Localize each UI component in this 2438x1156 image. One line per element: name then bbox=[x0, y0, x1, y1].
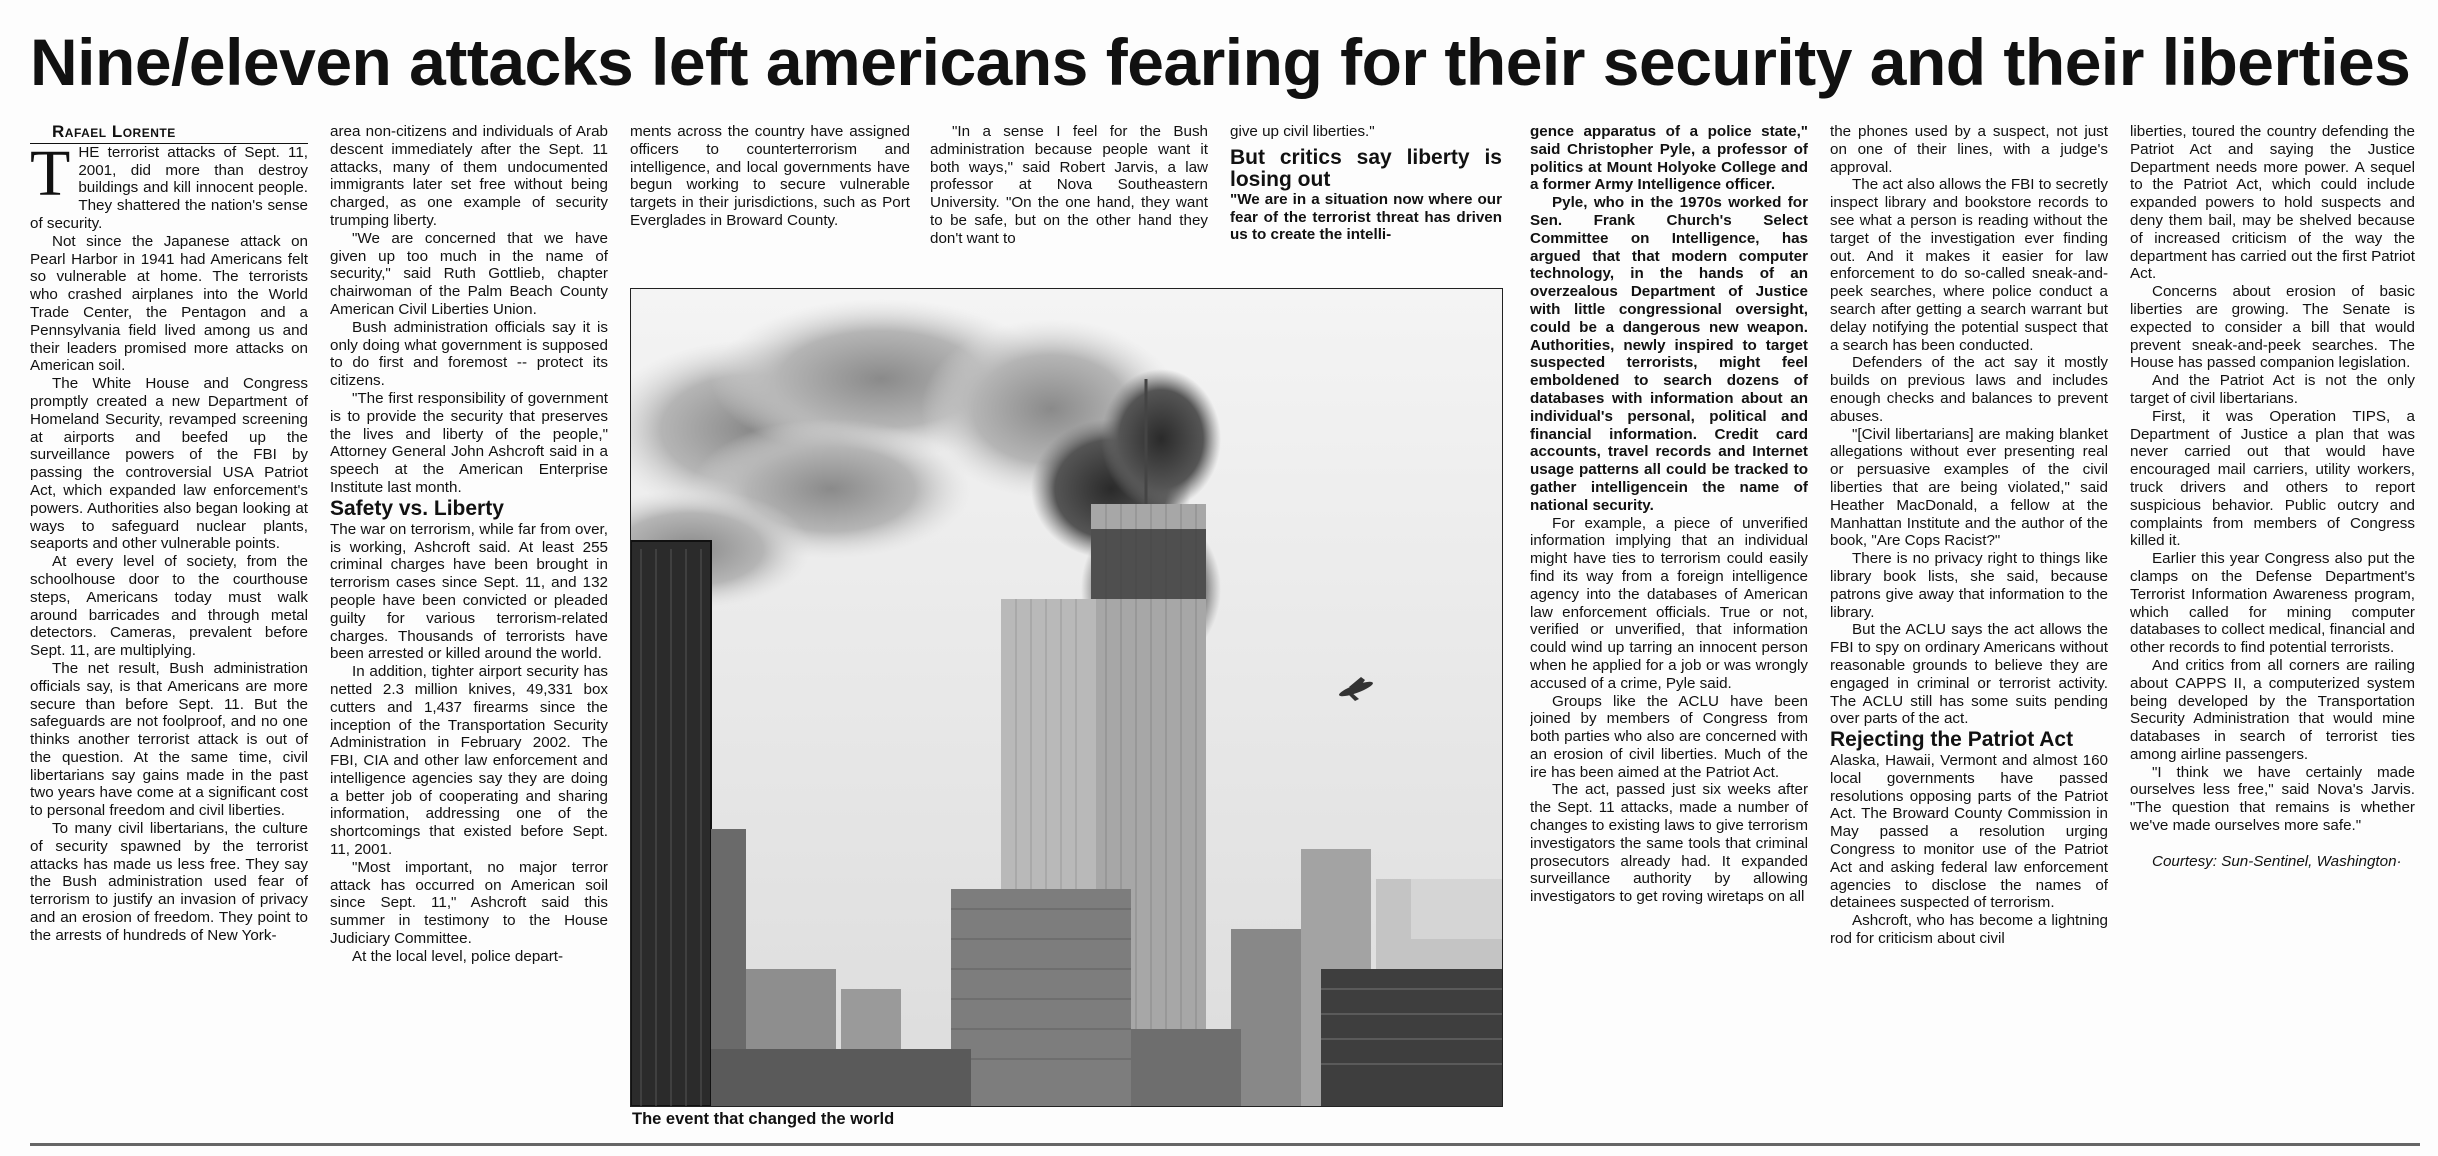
paragraph: At every level of society, from the schoolhouse door to the courthouse steps, Americans today must walk around barricades and through metal detectors. Cameras, prevalent before Sept. 11, are multiplying. bbox=[30, 553, 308, 660]
paragraph: Ashcroft, who has become a lightning rod for criticism about civil bbox=[1830, 912, 2108, 948]
paragraph: Bush administration officials say it is only doing what government is supposed to do first and foremost -- protect its citizens. bbox=[330, 318, 608, 390]
paragraph: Alaska, Hawaii, Vermont and almost 160 local governments have passed resolutions opposing parts of the Patriot Act. The Broward County Commission in May passed a resolution urging Congress to monitor use of the Patriot Act and asking federal law enforcement agencies to disclose the names of detainees suspected of terrorism. bbox=[1830, 752, 2108, 912]
paragraph: gence apparatus of a police state," said Christopher Pyle, a professor of politics at Mount Holyoke College and a former Army Intelligence officer. bbox=[1530, 123, 1808, 194]
paragraph: The White House and Congress promptly created a new Department of Homeland Security, revamped screening at airports and beefed up the surveillance powers of the FBI by passing the controversial USA Patriot Act, which expanded law enforcement's powers. Authorities also began looking at ways to safeguard nuclear plants, seaports and other vulnerable points. bbox=[30, 375, 308, 553]
paragraph: In addition, tighter airport security has netted 2.3 million knives, 49,331 box cutters and 1,437 firearms since the inception of the Transportation Security Administration in February 2002. The FBI, CIA and other law enforcement and intelligence agencies say they are doing a better job of cooperating and sharing information, addressing one of the shortcomings that existed before Sept. 11, 2001. bbox=[330, 663, 608, 859]
article-column-1 bbox=[30, 123, 308, 1143]
subhead-safety-vs-liberty: Safety vs. Liberty bbox=[330, 496, 504, 520]
article-column-5 bbox=[1230, 123, 1502, 283]
byline: Rafael Lorente bbox=[30, 123, 308, 144]
deck: "We are in a situation now where our fear of the terrorist threat has driven us to create the intelli- bbox=[1230, 190, 1502, 244]
paragraph: And the Patriot Act is not the only target of civil libertarians. bbox=[2130, 372, 2415, 407]
photo-caption: The event that changed the world bbox=[632, 1110, 895, 1128]
lead-paragraph: THE terrorist attacks of Sept. 11, 2001, did more than destroy buildings and kill innocent people. They shattered the nation's sense of security. bbox=[30, 136, 308, 232]
paragraph: "In a sense I feel for the Bush administration because people want it both ways," said Robert Jarvis, a law professor at Nova Southeastern University. "On the one hand, they want to be safe, but on the other hand they don't want to bbox=[930, 123, 1208, 247]
paragraph: And critics from all corners are railing about CAPPS II, a computerized system being developed by the Transportation Security Administration that would mine databases in search of terrorist ties among airline passengers. bbox=[2130, 656, 2415, 763]
paragraph: ments across the country have assigned officers to counterterrorism and intelligence, and local governments have begun working to secure vulnerable targets in their jurisdictions, such as Port Everglades in Broward County. bbox=[630, 123, 910, 229]
paragraph: The war on terrorism, while far from over, is working, Ashcroft said. At least 255 criminal charges have been brought in terrorism cases since Sept. 11, and 132 people have been convicted or pleaded guilty for various terrorism-related charges. Thousands of terrorists have been arrested or killed around the world. bbox=[330, 520, 608, 663]
dropcap: T bbox=[30, 136, 71, 210]
paragraph: The act, passed just six weeks after the Sept. 11 attacks, made a number of changes to existing laws to give terrorism investigators the same tools that criminal prosecutors already had. It expanded surveillance authority by allowing investigators to get roving wiretaps on all bbox=[1530, 781, 1808, 906]
paragraph: To many civil libertarians, the culture of security spawned by the terrorist attacks has made us less free. They say the Bush administration used fear of terrorism to justify an invasion of privacy and an erosion of freedom. They point to the arrests of hundreds of New York- bbox=[30, 820, 308, 944]
subhead-critics: But critics say liberty is losing out bbox=[1230, 145, 1502, 191]
article-column-7 bbox=[1830, 123, 2108, 1143]
courtesy-credit: Courtesy: Sun-Sentinel, Washington· bbox=[2152, 852, 2402, 870]
paragraph: The act also allows the FBI to secretly inspect library and bookstore records to see what a person is reading without the target of the investigation ever finding out. And it makes it easier for law enforcement to do so-called sneak-and-peek searches, where police conduct a search after getting a search warrant but delay notifying the potential suspect that a search has been conducted. bbox=[1830, 176, 2108, 354]
paragraph: give up civil liberties." bbox=[1230, 123, 1375, 140]
photo-illustration bbox=[631, 289, 1502, 1106]
paragraph: Not since the Japanese attack on Pearl Harbor in 1941 had Americans felt so vulnerable at home. The terrorists who crashed airplanes into the World Trade Center, the Pentagon and a Pennsylvania field lived among us and their leaders promised more attacks on American soil. bbox=[30, 232, 308, 375]
paragraph: "We are concerned that we have given up too much in the name of security," said Ruth Gottlieb, chapter chairwoman of the Palm Beach County American Civil Liberties Union. bbox=[330, 229, 608, 318]
bottom-rule bbox=[30, 1143, 2420, 1146]
paragraph: The net result, Bush administration officials say, is that Americans are more secure than before Sept. 11. But the safeguards are not foolproof, and no one thinks another terrorist attack is out of the question. At the same time, civil libertarians say gains made in the past two years have come at a significant cost to personal freedom and civil liberties. bbox=[30, 659, 308, 820]
paragraph: There is no privacy right to things like library book lists, she said, because patrons give away that information to the library. bbox=[1830, 550, 2108, 621]
paragraph: Defenders of the act say it mostly builds on previous laws and includes enough checks and balances to prevent abuses. bbox=[1830, 354, 2108, 425]
article-column-8 bbox=[2130, 123, 2415, 1143]
article-column-3 bbox=[630, 123, 910, 283]
paragraph: liberties, toured the country defending the Patriot Act and saying the Justice Department needs more power. A sequel to the Patriot Act, which could include expanded powers to hold suspects and deny them bail, may be shelved because of increased criticism of the way the department has carried out the first Patriot Act. bbox=[2130, 123, 2415, 283]
twin-towers-photo bbox=[630, 288, 1503, 1107]
paragraph: Earlier this year Congress also put the clamps on the Defense Department's Terrorist Information Awareness program, which called for mining computer databases to collect medical, financial and other records to find potential terrorists. bbox=[2130, 550, 2415, 657]
subhead-rejecting-patriot-act: Rejecting the Patriot Act bbox=[1830, 728, 2074, 752]
article-column-2 bbox=[330, 123, 608, 1143]
paragraph: "The first responsibility of government is to provide the security that preserves the lives and liberty of the people," Attorney General John Ashcroft said in a speech at the American Enterprise Institute last month. bbox=[330, 389, 608, 496]
paragraph: For example, a piece of unverified information implying that an individual might have ties to terrorism could easily find its way from a foreign intelligence agency into the databases of American law enforcement officials. True or not, verified or unverified, that information could wind up tarring an innocent person when he applied for a job or was wrongly accused of a crime, Pyle said. bbox=[1530, 514, 1808, 692]
paragraph: "[Civil libertarians] are making blanket allegations without ever presenting real or persuasive examples of the civil liberties that are being violated," said Heather MacDonald, a fellow at the Manhattan Institute and the author of the book, "Are Cops Racist?" bbox=[1830, 425, 2108, 550]
paragraph: At the local level, police depart- bbox=[352, 947, 564, 965]
paragraph: Groups like the ACLU have been joined by members of Congress from both parties who also are concerned with an erosion of civil liberties. Much of the ire has been aimed at the Patriot Act. bbox=[1530, 692, 1808, 781]
paragraph: the phones used by a suspect, not just on one of their lines, with a judge's approval. bbox=[1830, 123, 2108, 176]
paragraph: "Most important, no major terror attack has occurred on American soil since Sept. 11," Ashcroft said this summer in testimony to the House Judiciary Committee. bbox=[330, 858, 608, 948]
article-column-6 bbox=[1530, 123, 1808, 1143]
paragraph: "I think we have certainly made ourselves less free," said Nova's Jarvis. "The question that remains is whether we've made ourselves more safe." bbox=[2130, 763, 2415, 835]
paragraph: First, it was Operation TIPS, a Department of Justice a plan that was never carried out that would have encouraged mail carriers, utility workers, truck drivers and others to report suspicious behavior. Public outcry and complaints from members of Congress killed it. bbox=[2130, 407, 2415, 550]
article-column-4 bbox=[930, 123, 1208, 283]
headline: Nine/eleven attacks left americans fearing for their security and their liberties bbox=[30, 25, 2411, 99]
paragraph: Concerns about erosion of basic liberties are growing. The Senate is expected to consider a bill that would prevent sneak-and-peek searches. The House has passed companion legislation. bbox=[2130, 283, 2415, 372]
paragraph: area non-citizens and individuals of Arab descent immediately after the Sept. 11 attacks, many of them undocumented immigrants later set free without being charged, as one example of security trumping liberty. bbox=[330, 123, 608, 229]
paragraph: But the ACLU says the act allows the FBI to spy on ordinary Americans without reasonable grounds to believe they are engaged in criminal or terrorist activity. The ACLU still has some suits pending over parts of the act. bbox=[1830, 621, 2108, 728]
paragraph: Pyle, who in the 1970s worked for Sen. Frank Church's Select Committee on Intelligence, has argued that that modern computer technology, in the hands of an overzealous Department of Justice with little congressional oversight, could be a dangerous new weapon. Authorities, newly inspired to target suspected terrorists, might feel emboldened to search dozens of databases with information about an individual's personal, political and financial information. Credit card accounts, travel records and Internet usage patterns all could be tracked to gather intelligencein the name of national security. bbox=[1530, 194, 1808, 514]
